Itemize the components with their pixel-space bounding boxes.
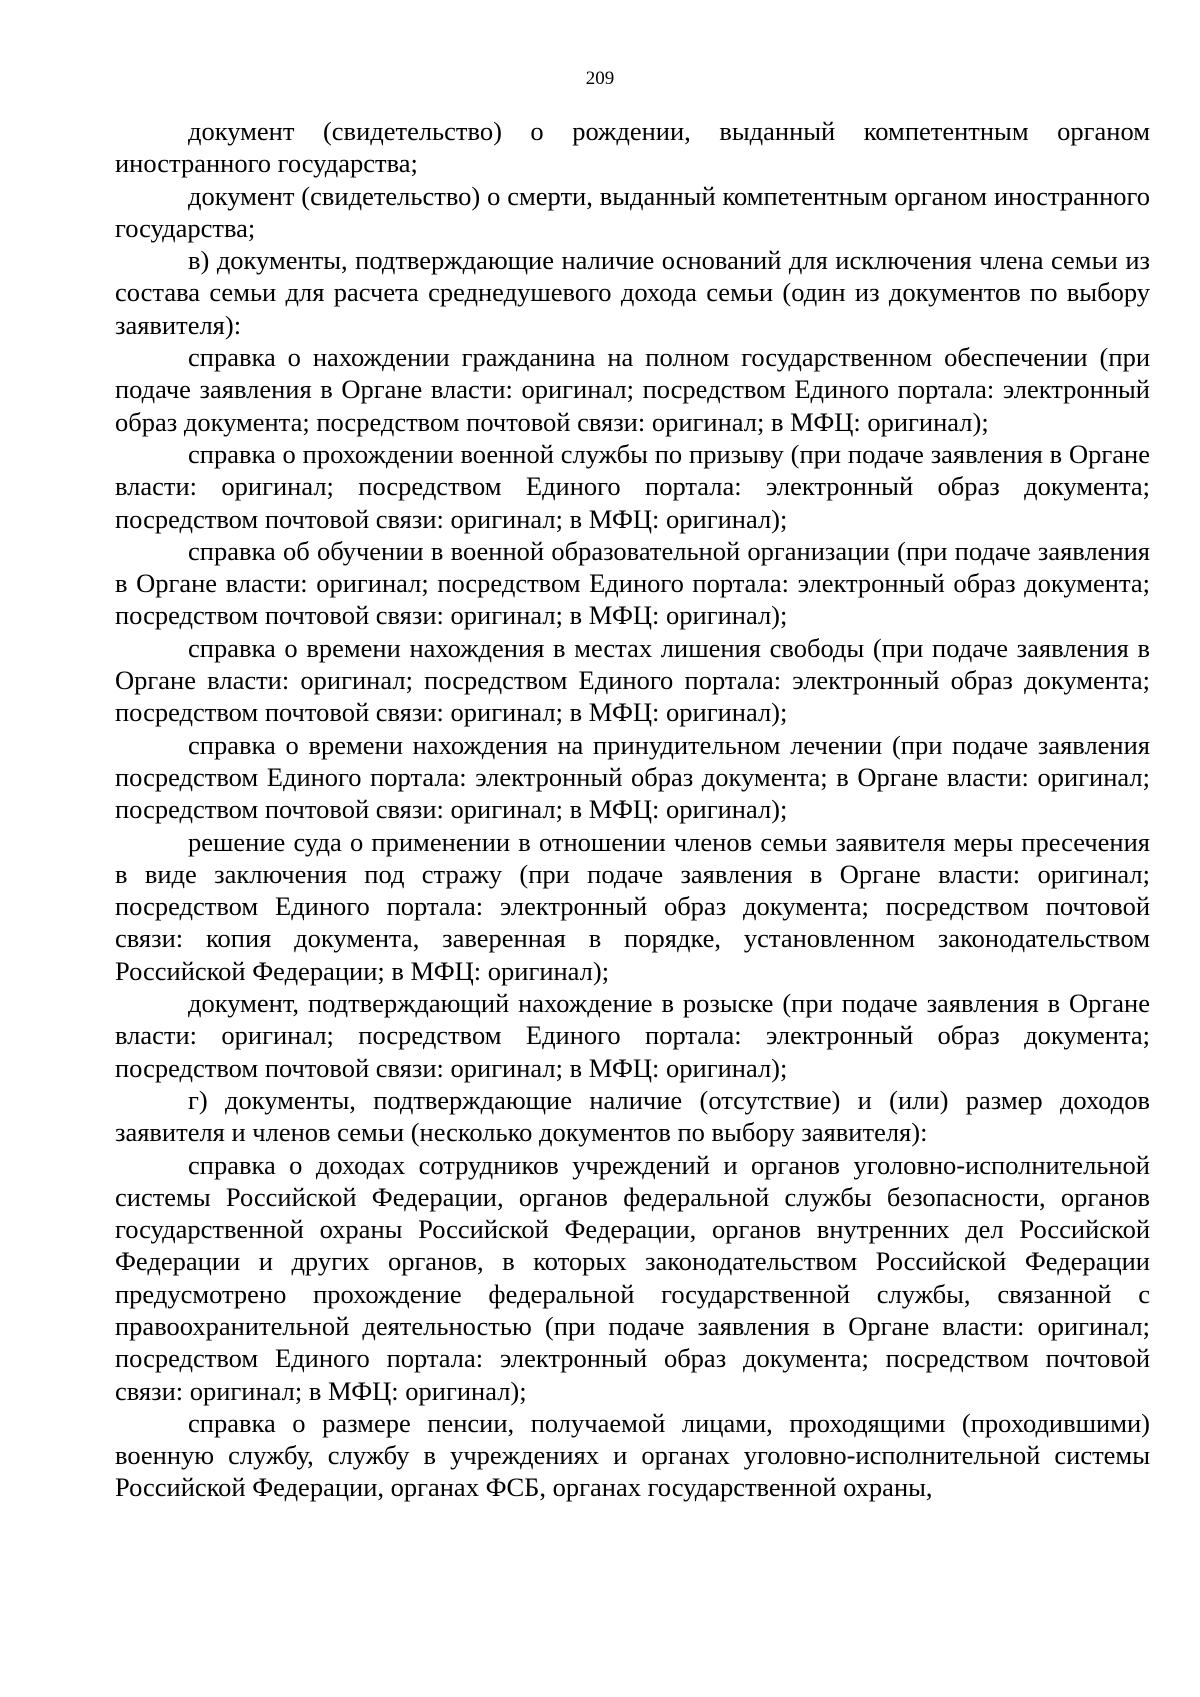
paragraph-military-education: справка об обучении в военной образовательной организации (при подаче заявления в Органе власти: оригинал; посредством Единого портала: электронный образ документа; посредством почтовой связи: оригинал; в МФЦ: оригинал); [115,535,1150,631]
paragraph-income-certificate: справка о доходах сотрудников учреждений и органов уголовно-исполнительной системы Российской Федерации, органов федеральной службы безопасности, органов государственной охраны Российской Федерации, органов внутренних дел Российской Федерации и других органов, в которых законодательством Российской Федерации предусмотрено прохождение федеральной государственной службы, связанной с правоохранительной деятельностью (при подаче заявления в Органе власти: оригинал; посредством Единого портала: электронный образ документа; посредством почтовой связи: оригинал; в МФЦ: оригинал); [115,1149,1150,1406]
paragraph-birth-certificate: документ (свидетельство) о рождении, выданный компетентным органом иностранного государства; [115,116,1150,179]
paragraph-pension-certificate: справка о размере пенсии, получаемой лицами, проходящими (проходившими) военную службу, службу в учреждениях и органах уголовно-исполнительной системы Российской Федерации, органах ФСБ, органах государственной охраны, [115,1407,1150,1503]
paragraph-section-g: г) документы, подтверждающие наличие (отсутствие) и (или) размер доходов заявителя и членов семьи (несколько документов по выбору заявителя): [115,1084,1150,1148]
paragraph-state-support: справка о нахождении гражданина на полном государственном обеспечении (при подаче заявления в Органе власти: оригинал; посредством Единого портала: электронный образ документа; посредством почтовой связи: оригинал; в МФЦ: оригинал); [115,342,1150,437]
paragraph-section-v: в) документы, подтверждающие наличие оснований для исключения члена семьи из состава семьи для расчета среднедушевого дохода семьи (один из документов по выбору заявителя): [115,245,1150,340]
paragraph-military-service: справка о прохождении военной службы по призыву (при подаче заявления в Органе власти: оригинал; посредством Единого портала: электронный образ документа; посредством почтовой связи: оригинал; в МФЦ: оригинал); [115,438,1150,534]
paragraph-imprisonment: справка о времени нахождения в местах лишения свободы (при подаче заявления в Органе власти: оригинал; посредством Единого портала: электронный образ документа; посредством почтовой связи: оригинал; в МФЦ: оригинал); [115,632,1150,728]
page-number: 209 [585,68,615,89]
paragraph-compulsory-treatment: справка о времени нахождения на принудительном лечении (при подаче заявления посредством Единого портала: электронный образ документа; в Органе власти: оригинал; посредством почтовой связи: оригинал; в МФЦ: оригинал); [115,729,1150,825]
document-body [115,115,1150,1504]
paragraph-wanted: документ, подтверждающий нахождение в розыске (при подаче заявления в Органе власти: оригинал; посредством Единого портала: электронный образ документа; посредством почтовой связи: оригинал; в МФЦ: оригинал); [115,988,1150,1083]
paragraph-court-decision: решение суда о применении в отношении членов семьи заявителя меры пресечения в виде заключения под стражу (при подаче заявления в Органе власти: оригинал; посредством Единого портала: электронный образ документа; посредством почтовой связи: копия документа, заверенная в порядке, установленном законодательством Российской Федерации; в МФЦ: оригинал); [115,826,1150,986]
paragraph-death-certificate: документ (свидетельство) о смерти, выданный компетентным органом иностранного государства; [115,180,1150,243]
